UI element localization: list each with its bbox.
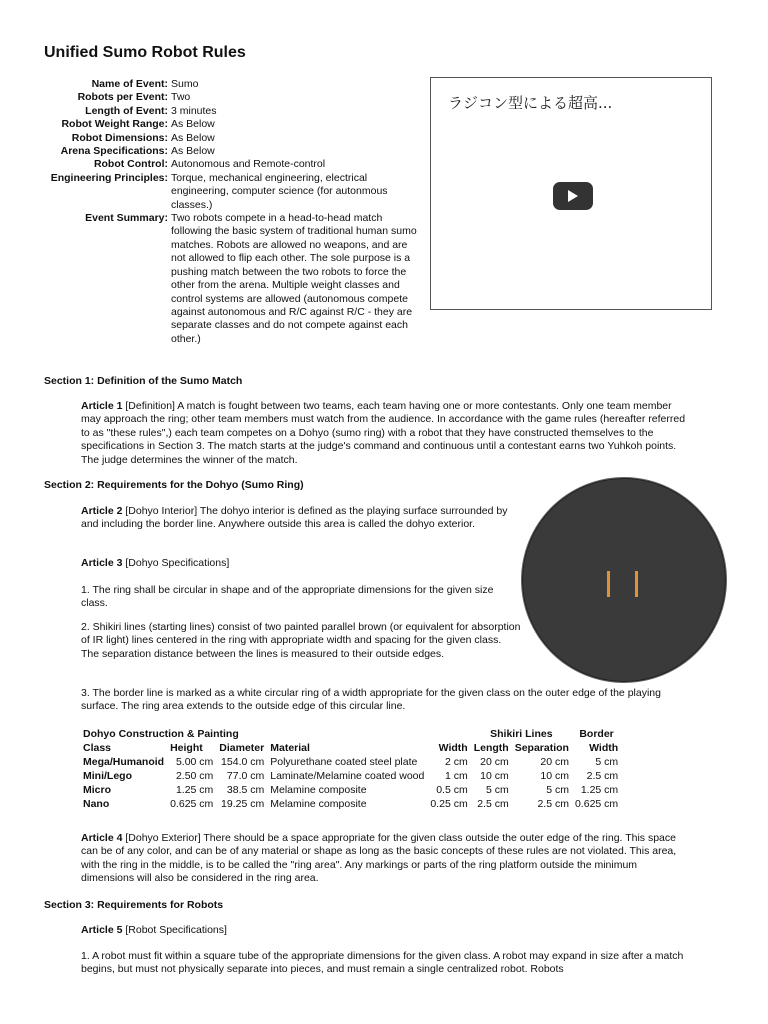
table-cell: 0.25 cm xyxy=(430,798,468,810)
table-cell: 0.625 cm xyxy=(170,798,214,810)
table-cell: 10 cm xyxy=(480,770,509,782)
article-5-item-1: 1. A robot must fit within a square tube of the appropriate dimensions for the given class. A robot may expand in size after a match begins, but must not physically separate into pieces, and must remain a single centralized robot. Robots xyxy=(81,950,684,976)
table-cell: 1.25 cm xyxy=(175,784,214,796)
dohyo-ring-image xyxy=(522,478,726,682)
group-header: Border xyxy=(579,728,614,740)
table-cell: Laminate/Melamine coated wood xyxy=(270,770,425,782)
table-row xyxy=(80,755,621,769)
section-heading: Section 1: Definition of the Sumo Match xyxy=(44,375,243,387)
article-label: Article 2 xyxy=(81,505,123,517)
table-cell: 2.50 cm xyxy=(175,770,214,782)
table-cell: 2.5 cm xyxy=(477,798,509,810)
table-caption: Dohyo Construction & Painting xyxy=(83,728,239,740)
meta-key: Name of Event: xyxy=(91,78,168,90)
article-1 xyxy=(81,400,686,467)
shikiri-line xyxy=(607,571,610,597)
column-header: Class xyxy=(83,742,112,754)
article-4 xyxy=(81,832,686,886)
meta-row xyxy=(40,145,430,158)
event-metadata xyxy=(40,78,430,346)
article-5 xyxy=(81,924,686,937)
column-header: Width xyxy=(438,742,468,754)
meta-row xyxy=(40,132,430,145)
article-3-item-1: 1. The ring shall be circular in shape and of the appropriate dimensions for the given size class. xyxy=(81,584,494,610)
meta-row xyxy=(40,118,430,131)
article-label: Article 5 xyxy=(81,924,123,936)
table-cell: Melamine composite xyxy=(270,798,367,810)
table-cell: 0.625 cm xyxy=(574,798,619,810)
table-cell: Melamine composite xyxy=(270,784,367,796)
table-row xyxy=(80,769,621,783)
table-cell: 5.00 cm xyxy=(175,756,214,768)
meta-row xyxy=(40,105,430,118)
meta-key: Arena Specifications: xyxy=(60,145,168,158)
play-button[interactable] xyxy=(553,182,593,210)
table-row xyxy=(80,797,621,811)
table-cell: Micro xyxy=(83,784,112,796)
section-heading: Section 3: Requirements for Robots xyxy=(44,899,224,911)
table-cell: 2.5 cm xyxy=(586,770,619,782)
table-cell: 0.5 cm xyxy=(436,784,468,796)
meta-value: Two xyxy=(171,91,191,104)
meta-row xyxy=(40,158,430,171)
dohyo-spec-table xyxy=(80,727,621,811)
video-embed[interactable] xyxy=(430,77,712,310)
table-cell: 2 cm xyxy=(444,756,468,768)
meta-value: As Below xyxy=(171,145,215,158)
table-cell: 20 cm xyxy=(540,756,569,768)
table-cell: 154.0 cm xyxy=(221,756,265,768)
table-group-row xyxy=(80,727,621,741)
article-3-item-2: 2. Shikiri lines (starting lines) consist of two painted parallel brown (or equivalent for absorption of IR light) lines centered in the ring with appropriate width and spacing for the given class. The separation distance between the lines is measured to their outside edges. xyxy=(81,621,521,660)
table-cell: Mega/Humanoid xyxy=(83,756,165,768)
meta-value: Two robots compete in a head-to-head match following the basic system of traditional human sumo matches. Robots are allowed no weapons, and are not allowed to flip each other. The sole purpose is a pushing match between the two robots to force the other from the arena. Multiple weight classes and control systems are allowed (autonomous compete against autonomous and R/C against R/C - they are separate classes and do not compete against each other.) xyxy=(171,212,417,345)
meta-key: Engineering Principles: xyxy=(50,171,168,184)
play-icon xyxy=(567,190,579,202)
article-text: [Dohyo Interior] The dohyo interior is defined as the playing surface surrounded by and including the border line. Anywhere outside this area is called the dohyo exterior. xyxy=(81,505,508,531)
table-header-row xyxy=(80,741,621,755)
meta-value: Torque, mechanical engineering, electrical engineering, computer science (for autonmous classes.) xyxy=(171,171,388,211)
table-row xyxy=(80,783,621,797)
article-text: [Robot Specifications] xyxy=(125,924,227,936)
article-text: [Definition] A match is fought between two teams, each team having one or more contestants. Only one team member may approach the ring; other team members must watch from the audience. In accordance with the game rules (hereafter referred to as "these rules",) each team competes on a Dohyo (sumo ring) with a robot that they have constructed themselves to the specifications in Section 3. The match starts at the judge's command and continuous until a contestant earns two Yuhkoh points. The judge determines the winner of the match. xyxy=(81,400,686,466)
meta-value: 3 minutes xyxy=(171,104,217,117)
column-header: Material xyxy=(270,742,310,754)
table-cell: 77.0 cm xyxy=(226,770,265,782)
table-cell: Nano xyxy=(83,798,110,810)
shikiri-line xyxy=(635,571,638,597)
article-text: [Dohyo Specifications] xyxy=(125,557,230,569)
column-header: Height xyxy=(170,742,203,754)
table-cell: Polyurethane coated steel plate xyxy=(270,756,418,768)
column-header: Width xyxy=(589,742,619,754)
table-cell: 38.5 cm xyxy=(226,784,265,796)
article-3-item-3: 3. The border line is marked as a white circular ring of a width appropriate for the given class on the outer edge of the playing surface. The ring area extends to the outside edge of this circular line. xyxy=(81,687,661,713)
table-cell: 1.25 cm xyxy=(580,784,619,796)
article-label: Article 3 xyxy=(81,557,123,569)
section-heading: Section 2: Requirements for the Dohyo (Sumo Ring) xyxy=(44,479,304,491)
article-3 xyxy=(81,557,521,570)
meta-row xyxy=(40,91,430,104)
meta-row xyxy=(40,172,430,212)
meta-value: Autonomous and Remote-control xyxy=(171,158,326,171)
meta-value: As Below xyxy=(171,118,215,131)
table-cell: 10 cm xyxy=(540,770,569,782)
column-header: Diameter xyxy=(219,742,265,754)
meta-row xyxy=(40,212,430,346)
meta-value: As Below xyxy=(171,131,215,144)
table-cell: Mini/Lego xyxy=(83,770,132,782)
table-cell: 1 cm xyxy=(444,770,468,782)
table-cell: 5 cm xyxy=(546,784,569,796)
meta-key: Length of Event: xyxy=(85,104,168,117)
table-cell: 2.5 cm xyxy=(537,798,569,810)
table-cell: 19.25 cm xyxy=(221,798,265,810)
article-label: Article 4 xyxy=(81,832,123,844)
meta-key: Robot Control: xyxy=(93,158,168,171)
column-header: Length xyxy=(473,742,509,754)
meta-key: Robot Weight Range: xyxy=(61,118,168,131)
article-label: Article 1 xyxy=(81,400,123,412)
column-header: Separation xyxy=(514,742,569,754)
article-text: [Dohyo Exterior] There should be a space appropriate for the given class outside the outer edge of the ring. This space can be of any color, and can be of any material or shape as long as the basic concepts of these rules are not violated. This area, with the ring in the middle, is to be called the "ring area". Any markings or parts of the ring platform outside the minimum dimensions will also be considered in the ring area. xyxy=(81,832,677,885)
meta-key: Robots per Event: xyxy=(77,91,168,104)
table-cell: 5 cm xyxy=(485,784,509,796)
meta-row xyxy=(40,78,430,91)
table-cell: 5 cm xyxy=(595,756,619,768)
article-2 xyxy=(81,505,521,532)
video-title[interactable]: ラジコン型による超高... xyxy=(448,94,613,112)
page-title: Unified Sumo Robot Rules xyxy=(44,44,246,61)
meta-value: Sumo xyxy=(171,78,199,90)
table-cell: 20 cm xyxy=(480,756,509,768)
meta-key: Robot Dimensions: xyxy=(71,131,168,144)
meta-key: Event Summary: xyxy=(85,212,168,225)
group-header: Shikiri Lines xyxy=(490,728,553,740)
